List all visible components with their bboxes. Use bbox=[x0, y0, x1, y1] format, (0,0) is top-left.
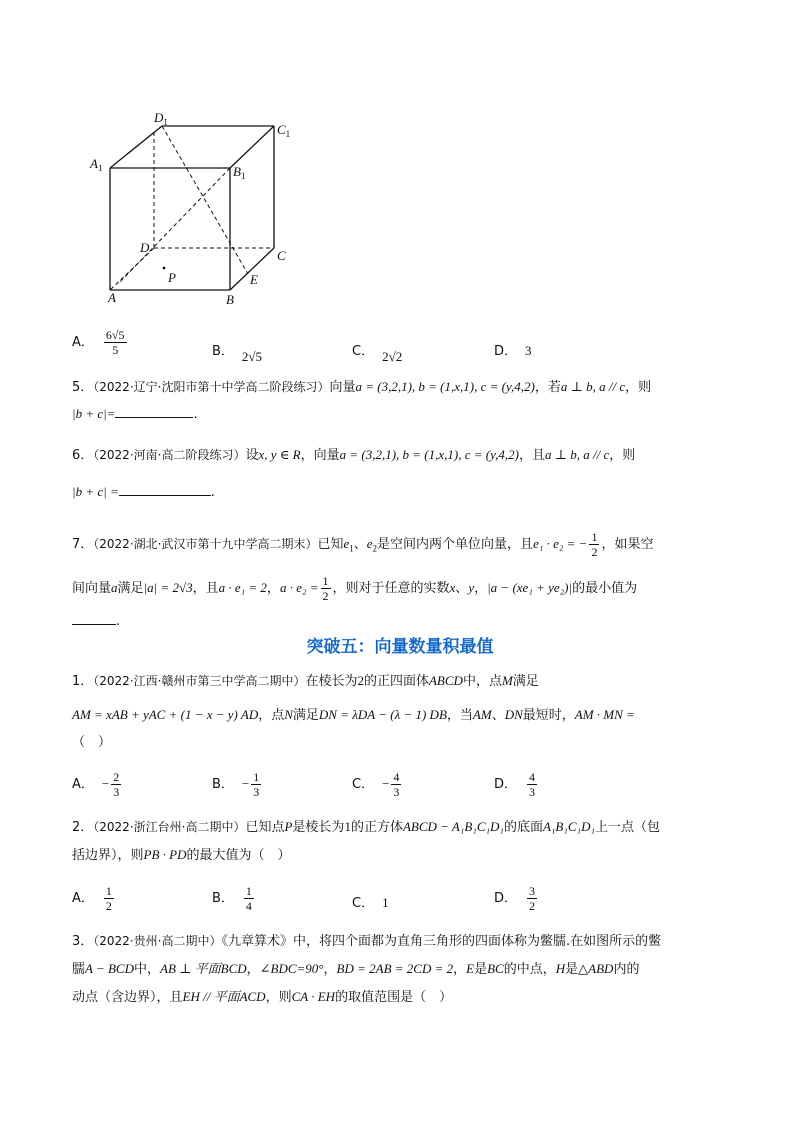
label-e: E bbox=[250, 272, 258, 287]
q4-option-a: A． $\frac{6√5}{5}$ bbox=[72, 328, 125, 357]
s2-line2: 括边界），则PB · PD的最大值为（ ） bbox=[72, 847, 291, 863]
s1-line3: （ ） bbox=[72, 735, 112, 750]
q5-line1: 5．（2022·辽宁·沈阳市第十中学高二阶段练习）向量a = (3,2,1), b = (1,x,1), c = (y,4,2)，若a ⊥ b, a // c，则 bbox=[72, 379, 652, 395]
q6-line2: |b + c| = . bbox=[72, 484, 215, 500]
s2-option-b: B． $\frac{1}{4}$ bbox=[212, 884, 252, 913]
q6-line1: 6．（2022·河南·高二阶段练习）设x, y ∈ R，向量a = (3,2,1), b = (1,x,1), c = (y,4,2)，且a ⊥ b, a // c，则 bbox=[72, 447, 636, 463]
s1-option-a: A． − $\frac{2}{3}$ bbox=[72, 770, 120, 799]
s1-line2: AM = xAB + yAC + (1 − x − y) AD，点N满足DN = λDA − (λ − 1) DB，当AM、DN最短时，AM · MN = bbox=[72, 707, 635, 723]
section-title: 突破五：向量数量积最值 bbox=[306, 637, 494, 657]
q5-answer-blank[interactable] bbox=[115, 405, 193, 418]
label-a1: $A_1$ bbox=[90, 156, 103, 173]
q6-answer-blank[interactable] bbox=[119, 483, 211, 496]
label-d: D bbox=[140, 240, 150, 255]
s2-option-a: A． $\frac{1}{2}$ bbox=[72, 884, 112, 913]
label-b: B bbox=[226, 292, 234, 307]
q7-answer-blank[interactable] bbox=[72, 612, 116, 625]
cube-figure bbox=[88, 110, 298, 310]
s1-option-b: B． − $\frac{1}{3}$ bbox=[212, 770, 260, 799]
label-d1: $D_1$ bbox=[154, 110, 168, 127]
s1-option-d: D． $\frac{4}{3}$ bbox=[494, 770, 536, 799]
s2-option-c: C． 1 bbox=[352, 895, 389, 911]
q4-option-b: B． 2√5 bbox=[212, 344, 263, 364]
q7-line2: 间向量a满足|a| = 2√3，且a · e₁ = 2，a · e₂ = $\frac{1}{2}$ ，则对于任意的实数x、y，|a − (xe₁ + ye₂)|的最小值为 bbox=[72, 574, 638, 603]
s3-line3: 动点（含边界），且EH // 平面ACD，则CA · EH的取值范围是（ ） bbox=[72, 989, 453, 1005]
s1-line1: 1．（2022·江西·赣州市第三中学高二期中）在棱长为2的正四面体ABCD中，点M满足 bbox=[72, 673, 539, 689]
s1-option-c: C． − $\frac{4}{3}$ bbox=[352, 770, 400, 799]
q5-line2: |b + c|= . bbox=[72, 406, 198, 422]
label-a: A bbox=[108, 290, 116, 305]
s3-line1: 3．（2022·贵州·高二期中）《九章算术》中，将四个面都为直角三角形的四面体称为鳖臑.在如图所示的鳖 bbox=[72, 934, 662, 949]
s2-option-d: D． $\frac{3}{2}$ bbox=[494, 884, 536, 913]
q4-option-c: C． 2√2 bbox=[352, 344, 403, 364]
label-b1: $B_1$ bbox=[233, 164, 246, 181]
s2-line1: 2．（2022·浙江台州·高二期中）已知点P是棱长为1的正方体ABCD − A₁B₁C₁D₁的底面A₁B₁C₁D₁上一点（包 bbox=[72, 819, 661, 835]
label-c1: $C_1$ bbox=[277, 122, 291, 139]
q7-line3: . bbox=[72, 612, 120, 631]
s3-line2: 臑A − BCD中，AB ⊥ 平面BCD，∠BDC=90°，BD = 2AB = 2CD = 2，E是BC的中点，H是△ABD内的 bbox=[72, 961, 640, 977]
q4-option-d: D． 3 bbox=[494, 343, 532, 359]
label-p: P bbox=[168, 270, 176, 285]
q7-line1: 7．（2022·湖北·武汉市第十九中学高二期末）已知$e_1$、$e_2$是空间内两个单位向量，且e₁ · e₂ = − $\frac{1}{2}$ ，如果空 bbox=[72, 530, 654, 559]
label-c: C bbox=[277, 248, 286, 263]
